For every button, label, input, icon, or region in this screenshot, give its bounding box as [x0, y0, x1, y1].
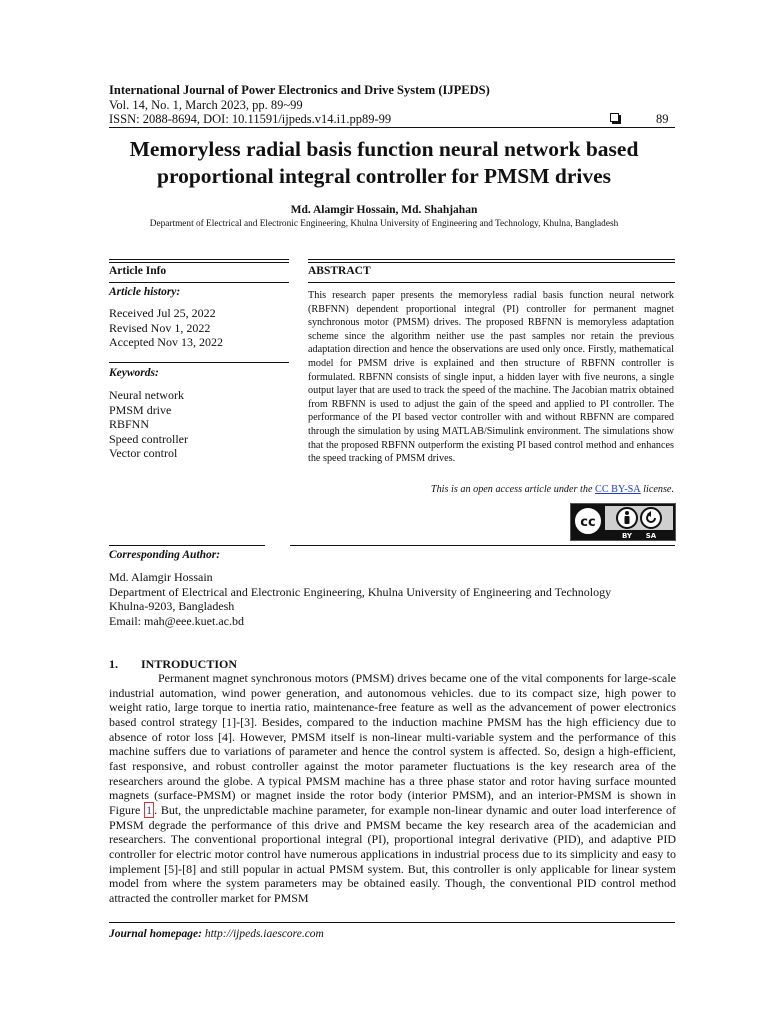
homepage-label: Journal homepage: — [109, 928, 202, 940]
cc-label: cc — [580, 515, 596, 530]
info-top-rule-2 — [109, 262, 289, 263]
intro-text-part-2: . But, the unpredictable machine parameter, for example non-linear dynamic and outer load interference of PMSM degrade the performance of this drive and PMSM became the key research area of the academician and researchers. The conventional proportional integral (PI), proportional integral derivative (PID), and adaptive PID controller for electric motor control have numerous applications in industrial process due to its simplicity and easy to implement [5]-[8] and still popular in actual PMSM system. But, this controller is only applicable for linear system model from where the system parameters may be obtained easily. Though, the conventional PID control method attracted the controller market for PMSM — [109, 802, 676, 905]
history-revised: Revised Nov 1, 2022 — [109, 320, 211, 335]
footer-rule — [109, 922, 675, 923]
open-access-note — [308, 484, 674, 495]
intro-text-part-1: Permanent magnet synchronous motors (PMSM) drives became one of the vital components for large-scale industrial automation, wind power generation, and autonomous vehicles. due to its compact size, high power to weight ratio, large torque to inertia ratio, maintenance-free feature as well as the advancement of power electronics based control strategy [1]-[3]. Besides, compared to the induction machine PMSM has the high efficiency due to absence of rotor loss [4]. However, PMSM itself is non-linear multi-variable system and the performance of this machine suffers due to variations of parameter and hence the control system is affected. So, design a high-efficient, fast responsive, and robust controller against the motor parameter fluctuations is the key research area of the researchers around the globe. A typical PMSM machine has a three phase stator and rotor having surface mounted magnets (surface-PMSM) or magnet inside the rotor body (interior PMSM), and an interior-PMSM is shown in Figure — [109, 671, 676, 817]
section-number: 1. — [109, 657, 118, 671]
keywords-list — [109, 388, 188, 461]
keyword-item: Neural network — [109, 388, 184, 402]
share-alike-icon — [641, 508, 661, 528]
issn-doi: ISSN: 2088-8694, DOI: 10.11591/ijpeds.v14.i1.pp89-99 — [109, 112, 392, 126]
badge-by-label: BY — [621, 532, 633, 540]
by-person-icon — [617, 508, 637, 528]
cc-icon — [574, 507, 602, 535]
article-info-rule — [109, 282, 289, 283]
history-accepted: Accepted Nov 13, 2022 — [109, 335, 223, 350]
title-line-1: Memoryless radial basis function neural network based — [129, 137, 639, 161]
header-rule — [109, 127, 675, 128]
keyword-item: PMSM drive — [109, 402, 172, 417]
figure-reference-link[interactable]: 1 — [146, 802, 153, 817]
abstract-bottom-rule — [290, 545, 675, 546]
keywords-heading: Keywords: — [109, 367, 159, 379]
abstract-rule — [308, 282, 675, 283]
abstract-top-rule-1 — [308, 259, 675, 260]
corresponding-email: Email: mah@eee.kuet.ac.bd — [109, 613, 244, 628]
square-bullet-icon — [610, 113, 619, 122]
homepage-url[interactable]: http://ijpeds.iaescore.com — [201, 928, 324, 940]
abstract-heading: ABSTRACT — [308, 265, 371, 277]
corresponding-name: Md. Alamgir Hossain — [109, 570, 213, 584]
corresponding-author-details — [109, 570, 611, 628]
journal-homepage — [109, 928, 324, 940]
open-access-prefix: This is an open access article under the — [430, 484, 596, 495]
abstract-top-rule-2 — [308, 262, 675, 263]
volume-info: Vol. 14, No. 1, March 2023, pp. 89~99 — [109, 98, 303, 112]
page-number: 89 — [656, 112, 669, 126]
keyword-item: Speed controller — [109, 431, 188, 446]
keyword-item: Vector control — [109, 446, 178, 461]
corresponding-city: Khulna-9203, Bangladesh — [109, 599, 235, 614]
corresponding-author-heading: Corresponding Author: — [109, 549, 221, 561]
cc-by-sa-badge[interactable] — [570, 503, 676, 541]
article-info-heading: Article Info — [109, 265, 167, 277]
history-received: Received Jul 25, 2022 — [109, 306, 216, 320]
abstract-text: This research paper presents the memoryless radial basis function neural network (RBFNN) dependent proportional integral (PI) controller for permanent magnet synchronous motor (PMSM) drives. The proposed RBFNN is memoryless adaptation scheme since the algorithm neither use the past samples nor retain the previous adaptation direction and hence the observations are used only once. Firstly, mathematical model for PMSM drive is explained and then structure of RBFNN controller is formulated. RBFNN consists of single input, a hidden layer with five neurons, a single output layer that are used to track the speed of the machine. The Jacobian matrix obtained from RBFNN is used to adjust the gain of the speed and applied to PI controller. The performance of the PI based vector controller with and without RBFNN are compared through the simulation by using MATLAB/Simulink environment. The simulations show that the proposed RBFNN outperform the existing PI based control method and enhances the speed tracking of PMSM drives. — [308, 290, 674, 465]
title-line-2: proportional integral controller for PMSM drives — [156, 164, 612, 188]
badge-sa-label: SA — [645, 532, 657, 540]
license-link[interactable]: CC BY-SA — [595, 484, 641, 495]
corresponding-rule — [109, 545, 265, 546]
journal-name: International Journal of Power Electronics and Drive System (IJPEDS) — [109, 83, 490, 97]
section-title: INTRODUCTION — [141, 657, 238, 671]
authors: Md. Alamgir Hossain, Md. Shahjahan — [290, 204, 478, 216]
keyword-item: RBFNN — [109, 417, 150, 432]
keywords-rule — [109, 362, 289, 363]
introduction-paragraph — [109, 671, 676, 906]
article-history-heading: Article history: — [109, 286, 181, 298]
article-history — [109, 306, 223, 350]
corresponding-department: Department of Electrical and Electronic Engineering, Khulna University of Engineering and Technology — [109, 584, 612, 599]
cc-by-sa-badge-graphic — [571, 504, 675, 540]
introduction-heading — [109, 657, 237, 672]
info-top-rule-1 — [109, 259, 289, 260]
open-access-suffix: license. — [640, 484, 674, 495]
affiliation: Department of Electrical and Electronic Engineering, Khulna University of Engineering and Technology, Khulna, Bangladesh — [149, 219, 619, 229]
paper-title — [84, 136, 684, 190]
